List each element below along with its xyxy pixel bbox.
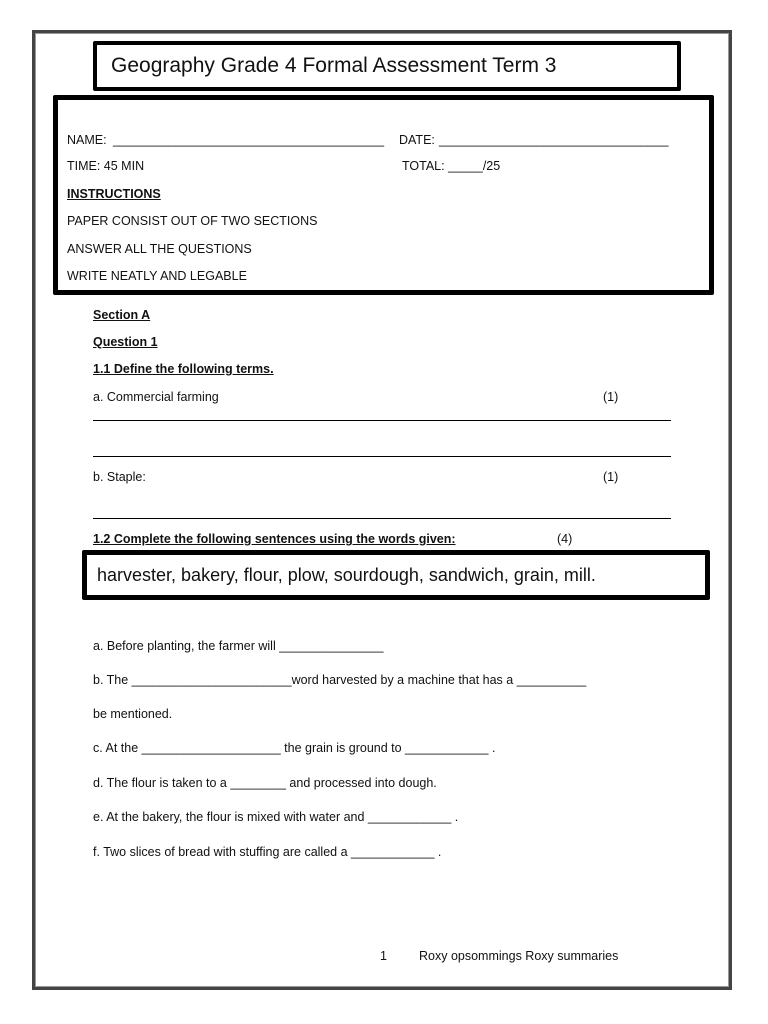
instruction-item: WRITE NEATLY AND LEGABLE (67, 269, 247, 283)
document-title: Geography Grade 4 Formal Assessment Term 3 (111, 54, 557, 77)
q1-1a-label: a. Commercial farming (93, 390, 219, 404)
sentence-item: e. At the bakery, the flour is mixed with water and ____________ . (93, 810, 459, 824)
question-1-heading: Question 1 (93, 335, 158, 349)
sentence-item: a. Before planting, the farmer will _______________ (93, 639, 384, 653)
sentence-item: be mentioned. (93, 707, 173, 721)
word-bank: harvester, bakery, flour, plow, sourdough, sandwich, grain, mill. (97, 565, 596, 585)
sentence-item: b. The _______________________word harvested by a machine that has a __________ (93, 673, 587, 687)
section-a-heading: Section A (93, 308, 151, 322)
q1-1b-label: b. Staple: (93, 470, 146, 484)
time-label: TIME: 45 MIN (67, 159, 145, 173)
q1-1-heading: 1.1 Define the following terms. (93, 362, 274, 376)
answer-line[interactable] (93, 420, 671, 421)
instruction-item: PAPER CONSIST OUT OF TWO SECTIONS (67, 214, 318, 228)
date-label: DATE: (399, 133, 435, 147)
footer-credit: Roxy opsommings Roxy summaries (419, 949, 619, 963)
name-label: NAME: (67, 133, 107, 147)
q1-2-heading: 1.2 Complete the following sentences using the words given: (93, 532, 456, 546)
word-bank-box (82, 550, 710, 600)
date-field[interactable]: _________________________________ (439, 133, 669, 147)
page-number: 1 (380, 949, 387, 963)
instruction-item: ANSWER ALL THE QUESTIONS (67, 242, 252, 256)
sentence-item: d. The flour is taken to a ________ and processed into dough. (93, 776, 437, 790)
q1-1a-marks: (1) (603, 390, 619, 404)
answer-line[interactable] (93, 456, 671, 457)
title-box (93, 41, 681, 91)
q1-2-marks: (4) (557, 532, 573, 546)
instructions-heading: INSTRUCTIONS (67, 187, 161, 201)
sentence-item: c. At the ____________________ the grain is ground to ____________ . (93, 741, 496, 755)
sentence-item: f. Two slices of bread with stuffing are called a ____________ . (93, 845, 442, 859)
total-label: TOTAL: _____/25 (402, 159, 501, 173)
q1-1b-marks: (1) (603, 470, 619, 484)
name-field[interactable]: _______________________________________ (113, 133, 385, 147)
answer-line[interactable] (93, 518, 671, 519)
